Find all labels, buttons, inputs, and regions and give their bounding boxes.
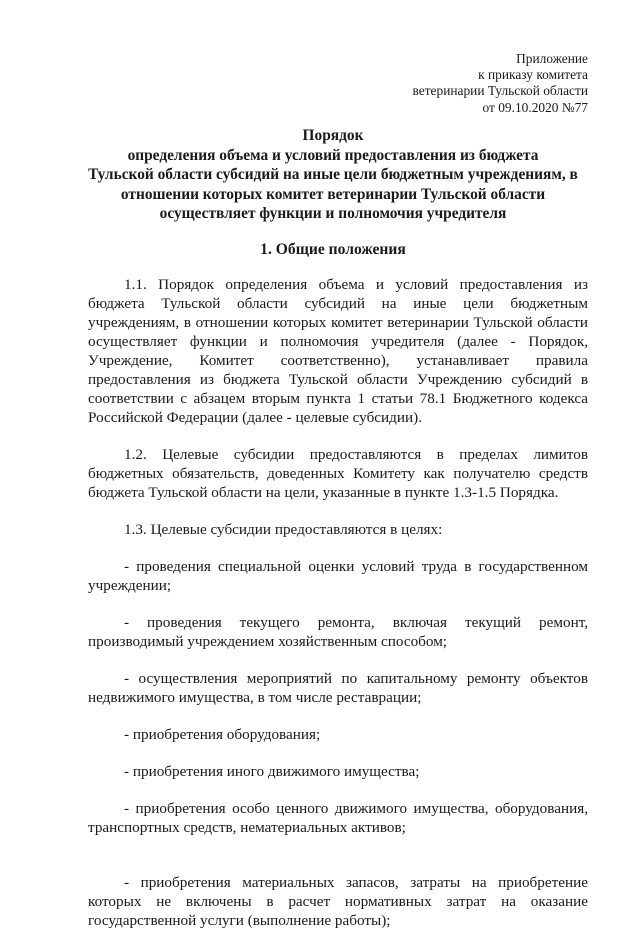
list-item: - проведения специальной оценки условий труда в государственном учреждении; <box>88 558 588 594</box>
list-item: - приобретения иного движимого имущества; <box>124 763 420 780</box>
title-line: Тульской области субсидий на иные цели бюджетным учреждениям, в <box>88 166 578 184</box>
list-item: - приобретения особо ценного движимого имущества, оборудования, транспортных средств, нематериальных активов; <box>88 800 588 836</box>
paragraph-1-2: 1.2. Целевые субсидии предоставляются в пределах лимитов бюджетных обязательств, доведенных Комитету как получателю средств бюджета Тульской области на цели, указанные в пункте 1.3-1.5 Порядка. <box>88 446 588 501</box>
title-line: определения объема и условий предоставления из бюджета <box>127 146 539 164</box>
list-item: - осуществления мероприятий по капитальному ремонту объектов недвижимого имущества, в том числе реставрации; <box>88 670 588 706</box>
title-line: осуществляет функции и полномочия учредителя <box>159 205 507 223</box>
annex-line: Приложение <box>516 51 588 66</box>
annex-line: от 09.10.2020 №77 <box>482 99 588 115</box>
document-body <box>88 275 588 930</box>
paragraph-1-3: 1.3. Целевые субсидии предоставляются в целях: <box>124 521 443 538</box>
list-item: - приобретения оборудования; <box>124 726 321 743</box>
paragraph-1-1: 1.1. Порядок определения объема и условий предоставления из бюджета Тульской области субсидий на иные цели бюджетным учреждениям, в отношении которых комитет ветеринарии Тульской области осуществляет функции и полномочия учредителя (далее - Порядок, Учреждение, Комитет соответственно), устанавливает правила предоставления из бюджета Тульской области Учреждению субсидий в соответствии с абзацем вторым пункта 1 статьи 78.1 Бюджетного кодекса Российской Федерации (далее - целевые субсидии). <box>88 276 588 426</box>
list-item: - проведения текущего ремонта, включая текущий ремонт, производимый учреждением хозяйственным способом; <box>88 614 588 650</box>
annex-line: к приказу комитета <box>478 67 588 83</box>
annex-line: ветеринарии Тульской области <box>412 83 588 99</box>
title-line: отношении которых комитет ветеринарии Тульской области <box>120 185 546 203</box>
annex-header <box>413 51 588 116</box>
document-title <box>70 126 596 224</box>
section-heading: 1. Общие положения <box>260 241 406 258</box>
list-item: - приобретения материальных запасов, затраты на приобретение которых не включены в расчет нормативных затрат на оказание государственной услуги (выполнение работы); <box>88 874 588 929</box>
title-line: Порядок <box>302 127 364 144</box>
